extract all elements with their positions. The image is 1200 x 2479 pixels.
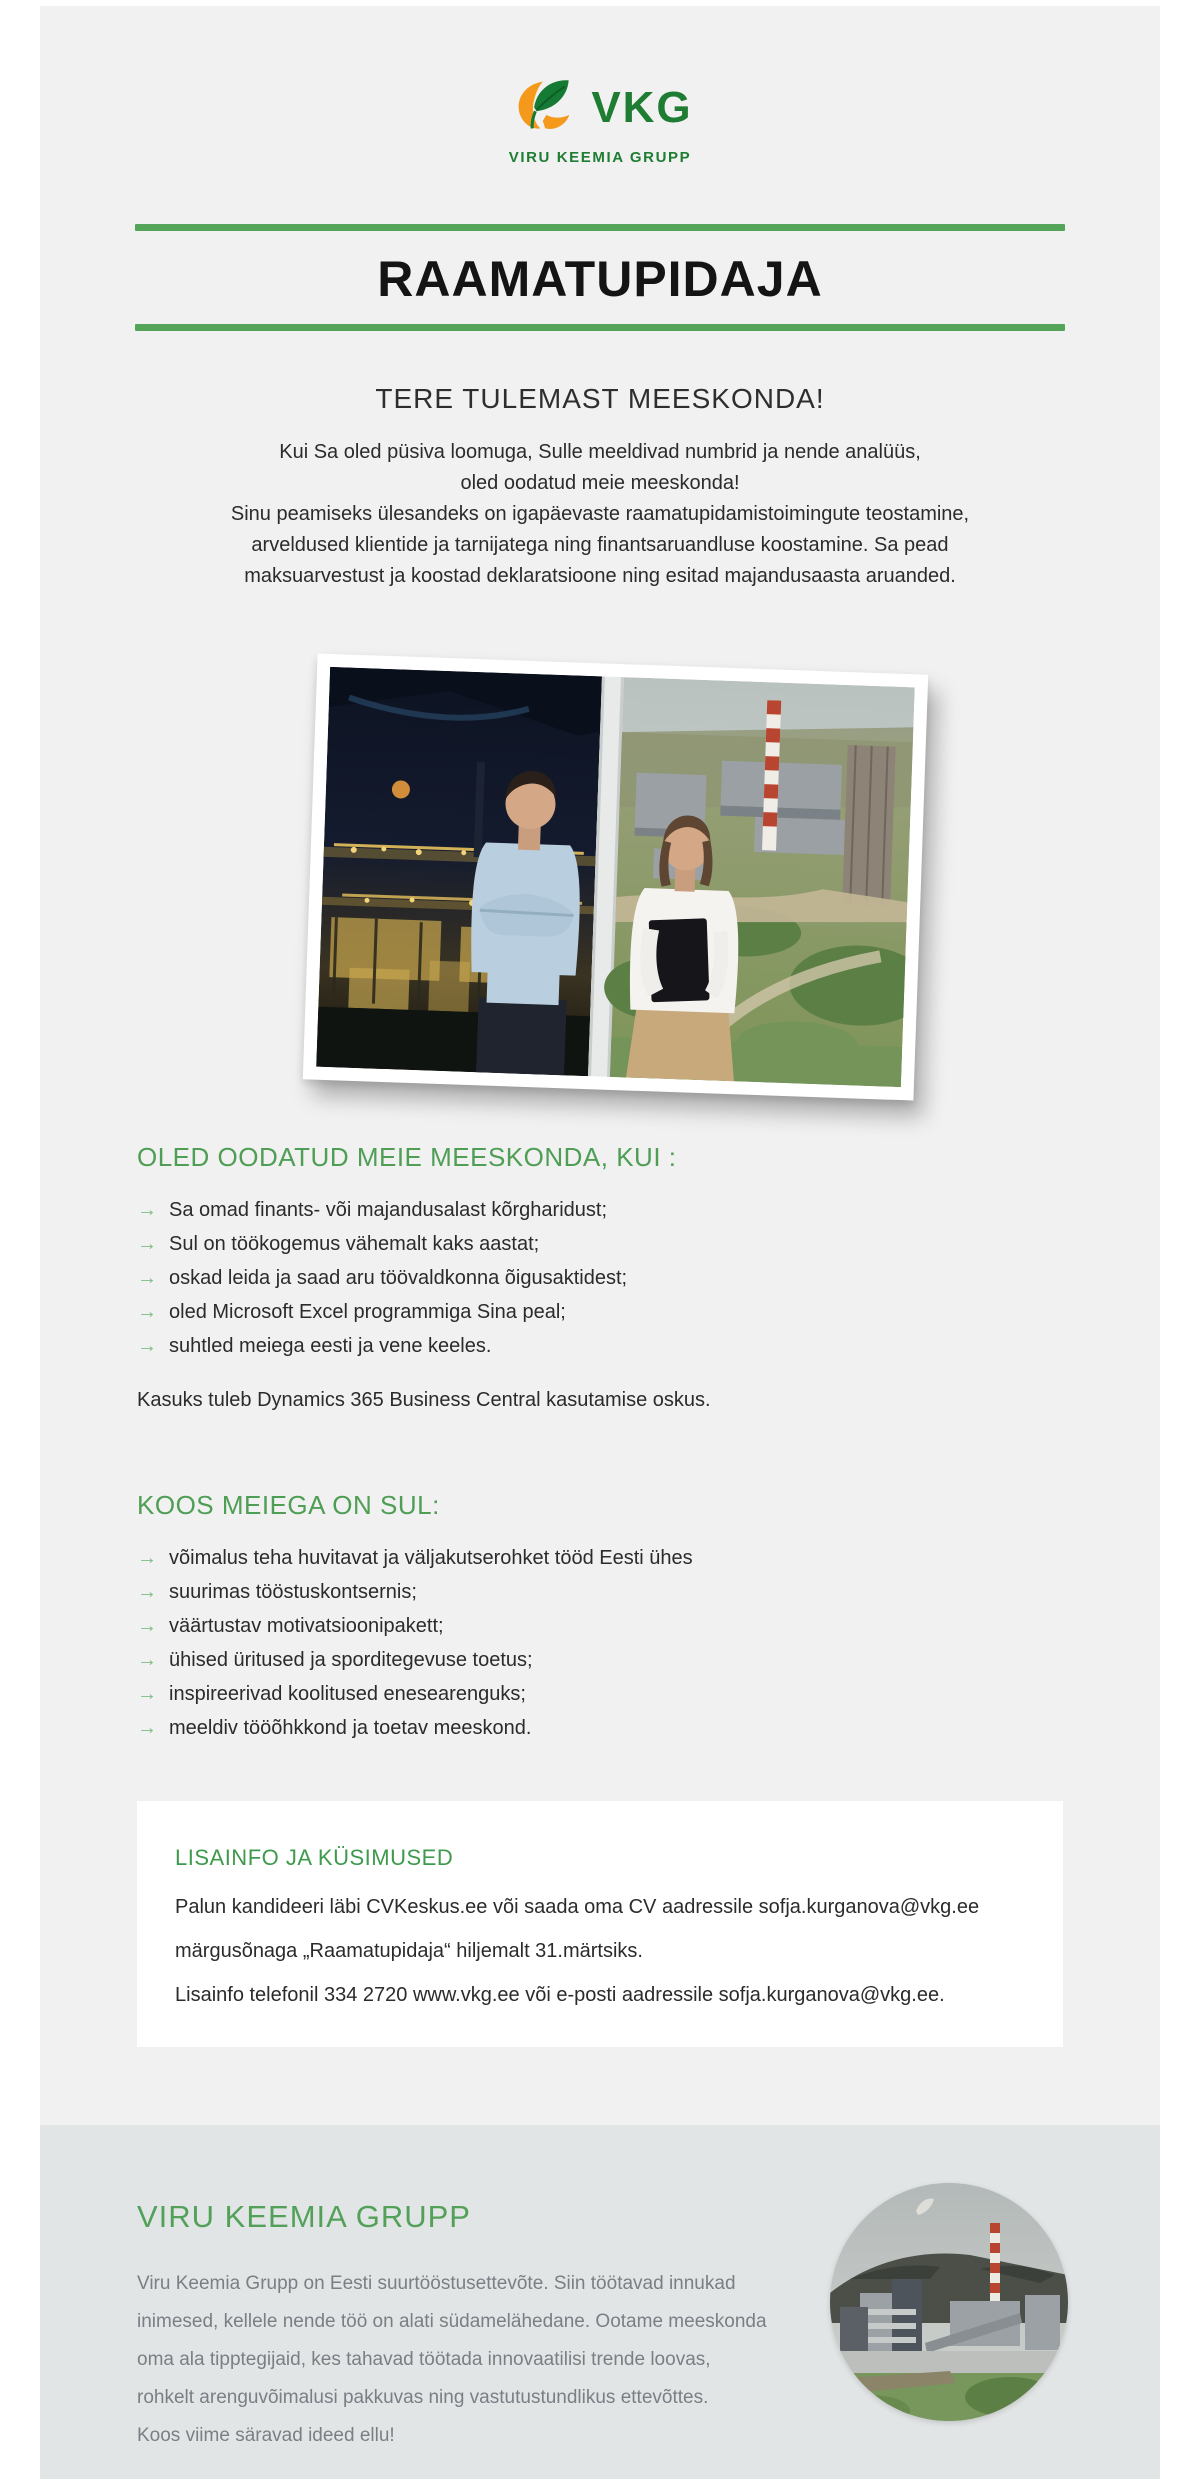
list-item-text: inspireerivad koolitused enesearenguks;: [169, 1683, 526, 1705]
brand-name: VKG: [591, 82, 693, 132]
arrow-icon: →: [137, 1301, 157, 1323]
arrow-icon: →: [137, 1717, 157, 1739]
divider-line-bottom: [135, 324, 1065, 331]
vkg-leaf-icon: [507, 70, 581, 145]
list-item-text: oled Microsoft Excel programmiga Sina peal;: [169, 1301, 566, 1323]
footer-line: rohkelt arenguvõimalusi pakkuvas ning vastutustundlikus ettevõttes.: [137, 2387, 709, 2408]
title-block: [40, 224, 1160, 331]
list-item-text: Sa omad finants- või majandusalast kõrgharidust;: [169, 1199, 608, 1221]
list-item: [137, 1227, 1160, 1261]
arrow-icon: →: [137, 1547, 157, 1569]
welcome-section: [40, 383, 1160, 592]
welcome-line: oled oodatud meie meeskonda!: [460, 472, 740, 494]
arrow-icon: →: [137, 1615, 157, 1637]
brand-subtitle: VIRU KEEMIA GRUPP: [508, 149, 692, 166]
divider-line-top: [135, 224, 1065, 231]
arrow-icon: →: [137, 1581, 157, 1603]
requirements-section: [40, 1142, 1160, 1363]
list-item: [137, 1609, 1160, 1643]
arrow-icon: →: [137, 1267, 157, 1289]
contact-card: [137, 1801, 1063, 2047]
arrow-icon: →: [137, 1649, 157, 1671]
footer-line: Koos viime säravad ideed ellu!: [137, 2425, 395, 2446]
list-item: [137, 1677, 1160, 1711]
welcome-line: Kui Sa oled püsiva loomuga, Sulle meeldivad numbrid ja nende analüüs,: [279, 441, 921, 463]
email-body: [40, 6, 1160, 2479]
list-item: [137, 1575, 1160, 1609]
contact-heading: LISAINFO JA KÜSIMUSED: [175, 1845, 454, 1870]
team-photo: [303, 653, 928, 1100]
welcome-line: arveldused klientide ja tarnijatega ning finantsaruandluse koostamine. Sa pead: [251, 534, 949, 556]
list-item-text: suhtled meiega eesti ja vene keeles.: [169, 1335, 492, 1357]
bonus-note: Kasuks tuleb Dynamics 365 Business Central kasutamise oskus.: [137, 1389, 711, 1411]
benefits-section: [40, 1490, 1160, 1745]
requirements-heading: OLED OODATUD MEIE MEESKONDA, KUI :: [137, 1142, 677, 1172]
welcome-line: maksuarvestust ja koostad deklaratsioone ning esitad majandusaasta aruanded.: [244, 565, 956, 587]
list-item-text: väärtustav motivatsioonipakett;: [169, 1615, 444, 1637]
arrow-icon: →: [137, 1199, 157, 1221]
list-item-text: oskad leida ja saad aru töövaldkonna õigusaktidest;: [169, 1267, 628, 1289]
arrow-icon: →: [137, 1683, 157, 1705]
factory-photo: [830, 2183, 1068, 2421]
list-item: [137, 1541, 1160, 1575]
list-item: [137, 1193, 1160, 1227]
benefits-list: [137, 1541, 1160, 1745]
list-item: [137, 1711, 1160, 1745]
welcome-line: Sinu peamiseks ülesandeks on igapäevaste raamatupidamistoimingute teostamine,: [230, 503, 970, 525]
factory-photo-illustration: [830, 2183, 1068, 2421]
list-item: [137, 1295, 1160, 1329]
arrow-icon: →: [137, 1335, 157, 1357]
footer-line: Viru Keemia Grupp on Eesti suurtööstusettevõte. Siin töötavad innukad: [137, 2273, 736, 2294]
list-item-text: ühised üritused ja sporditegevuse toetus;: [169, 1649, 533, 1671]
main-content: [40, 6, 1160, 2125]
company-footer: [40, 2125, 1160, 2479]
list-item-text: võimalus teha huvitavat ja väljakutserohket tööd Eesti ühes: [169, 1547, 693, 1569]
list-item-text: Sul on töökogemus vähemalt kaks aastat;: [169, 1233, 540, 1255]
list-item: [137, 1643, 1160, 1677]
welcome-heading: TERE TULEMAST MEESKONDA!: [375, 383, 825, 414]
benefits-heading: KOOS MEIEGA ON SUL:: [137, 1490, 440, 1520]
footer-line: oma ala tipptegijaid, kes tahavad töötada innovaatilisi trende loovas,: [137, 2349, 711, 2370]
page-title: RAAMATUPIDAJA: [377, 251, 823, 307]
welcome-paragraph: [40, 437, 1160, 592]
contact-line-phone: Lisainfo telefonil 334 2720 www.vkg.ee või e-posti aadressile sofja.kurganova@vkg.ee.: [175, 1984, 945, 2006]
requirements-list: [137, 1193, 1160, 1363]
contact-line-apply: Palun kandideeri läbi CVKeskus.ee või saada oma CV aadressile sofja.kurganova@vkg.ee: [175, 1896, 980, 1918]
team-photo-illustration: [316, 667, 915, 1087]
list-item-text: suurimas tööstuskontsernis;: [169, 1581, 417, 1603]
list-item: [137, 1261, 1160, 1295]
footer-line: inimesed, kellele nende töö on alati südamelähedane. Ootame meeskonda: [137, 2311, 767, 2332]
footer-heading: VIRU KEEMIA GRUPP: [137, 2199, 471, 2234]
arrow-icon: →: [137, 1233, 157, 1255]
list-item: [137, 1329, 1160, 1363]
contact-line-deadline: märgusõnaga „Raamatupidaja“ hiljemalt 31.märtsiks.: [175, 1940, 643, 1962]
company-logo: [40, 6, 1160, 166]
list-item-text: meeldiv tööõhkkond ja toetav meeskond.: [169, 1717, 532, 1739]
